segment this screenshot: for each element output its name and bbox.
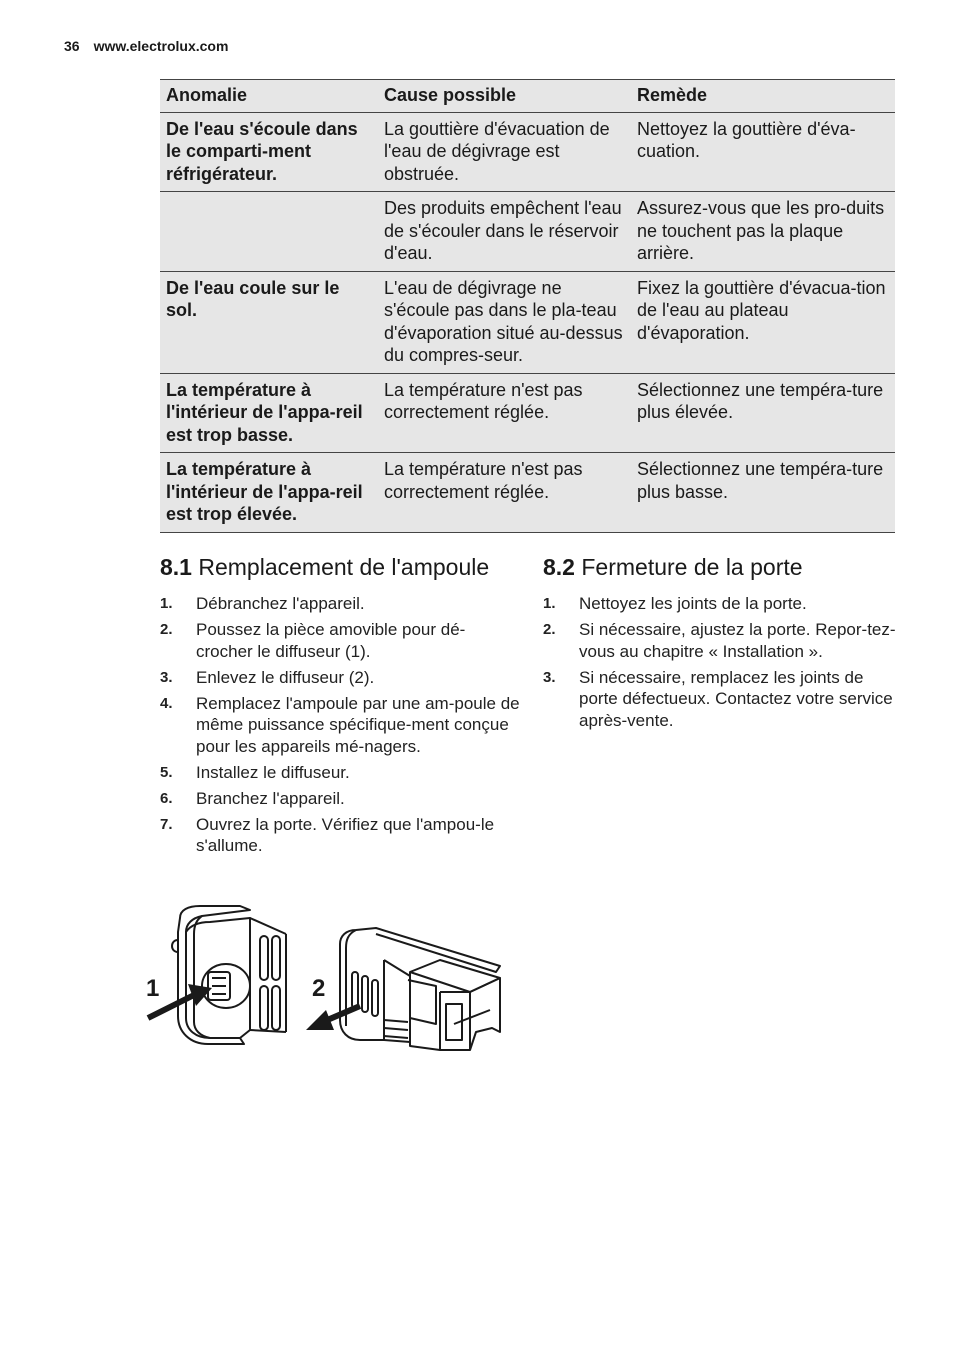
list-item <box>543 593 903 615</box>
list-item <box>160 762 520 784</box>
step-text: Si nécessaire, remplacez les joints de porte défectueux. Contactez votre service après-vente. <box>579 667 893 730</box>
steps-list <box>543 593 903 731</box>
step-text: Branchez l'appareil. <box>196 788 345 808</box>
column-header-cause: Cause possible <box>378 80 631 113</box>
cause-cell: La température n'est pas correctement réglée. <box>378 453 631 533</box>
cause-cell: Des produits empêchent l'eau de s'écouler dans le réservoir d'eau. <box>378 192 631 272</box>
section-number: 8.2 <box>543 554 575 580</box>
anomaly-cell: La température à l'intérieur de l'appa-reil est trop basse. <box>160 373 378 453</box>
step-text: Nettoyez les joints de la porte. <box>579 594 807 613</box>
list-item <box>160 619 520 662</box>
figure-label-2: 2 <box>312 975 326 1002</box>
section-title <box>160 553 520 581</box>
step-number: 5. <box>160 763 173 781</box>
table-header-row <box>160 80 895 113</box>
remedy-cell: Sélectionnez une tempéra-ture plus basse. <box>631 453 895 533</box>
remedy-cell: Assurez-vous que les pro-duits ne touchent pas la plaque arrière. <box>631 192 895 272</box>
removed-diffuser-drawing <box>340 928 500 1050</box>
section-number: 8.1 <box>160 554 192 580</box>
table-row <box>160 453 895 533</box>
step-text: Poussez la pièce amovible pour dé-crocher le diffuseur (1). <box>196 620 466 661</box>
step-number: 1. <box>543 595 556 612</box>
bulb-replacement-illustration <box>140 900 520 1060</box>
step-number: 6. <box>160 789 173 807</box>
page-header <box>64 38 228 54</box>
list-item <box>160 814 520 857</box>
anomaly-cell: La température à l'intérieur de l'appa-reil est trop élevée. <box>160 453 378 533</box>
section-heading-text: Remplacement de l'ampoule <box>198 554 490 580</box>
cause-cell: La gouttière d'évacuation de l'eau de dégivrage est obstruée. <box>378 112 631 192</box>
step-number: 3. <box>160 668 173 686</box>
section-replace-bulb <box>160 553 520 861</box>
page-number: 36 <box>64 38 80 54</box>
list-item <box>160 693 520 758</box>
list-item <box>160 593 520 615</box>
step-text: Débranchez l'appareil. <box>196 594 365 613</box>
step-number: 1. <box>160 595 173 612</box>
list-item <box>160 788 520 810</box>
section-door-closing <box>543 553 903 736</box>
anomaly-cell: De l'eau coule sur le sol. <box>160 271 378 373</box>
list-item <box>543 619 903 662</box>
step-number: 2. <box>160 621 173 638</box>
troubleshooting-table <box>160 79 895 533</box>
step-text: Ouvrez la porte. Vérifiez que l'ampou-le s'allume. <box>196 814 495 855</box>
table-row <box>160 112 895 192</box>
column-header-remedy: Remède <box>631 80 895 113</box>
column-header-anomaly: Anomalie <box>160 80 378 113</box>
step-text: Installez le diffuseur. <box>196 762 350 782</box>
step-number: 2. <box>543 621 556 638</box>
figure-label-1: 1 <box>146 975 160 1002</box>
remedy-cell: Fixez la gouttière d'évacua-tion de l'eau au plateau d'évaporation. <box>631 271 895 373</box>
list-item <box>160 667 520 689</box>
table-row <box>160 192 895 272</box>
remedy-cell: Sélectionnez une tempéra-ture plus élevée. <box>631 373 895 453</box>
table-row <box>160 271 895 373</box>
cause-cell: L'eau de dégivrage ne s'écoule pas dans le pla-teau d'évaporation situé au-dessus du compres-seur. <box>378 271 631 373</box>
step-text: Remplacez l'ampoule par une am-poule de même puissance spécifique-ment conçue pour les appareils mé-nagers. <box>196 693 520 756</box>
step-number: 3. <box>543 668 556 686</box>
step-text: Enlevez le diffuseur (2). <box>196 667 375 687</box>
section-title <box>543 553 903 581</box>
step-number: 7. <box>160 815 173 833</box>
table-row <box>160 373 895 453</box>
website-link[interactable]: www.electrolux.com <box>93 38 229 54</box>
steps-list <box>160 593 520 857</box>
anomaly-cell: De l'eau s'écoule dans le comparti-ment réfrigérateur. <box>160 112 378 192</box>
anomaly-cell <box>160 192 378 272</box>
list-item <box>543 667 903 732</box>
remedy-cell: Nettoyez la gouttière d'éva-cuation. <box>631 112 895 192</box>
step-text: Si nécessaire, ajustez la porte. Repor-tez-vous au chapitre « Installation ». <box>579 620 896 661</box>
cause-cell: La température n'est pas correctement réglée. <box>378 373 631 453</box>
diffuser-housing-drawing <box>172 906 286 1044</box>
pull-arrow-icon <box>306 1006 360 1030</box>
section-heading-text: Fermeture de la porte <box>581 554 803 580</box>
step-number: 4. <box>160 694 173 712</box>
